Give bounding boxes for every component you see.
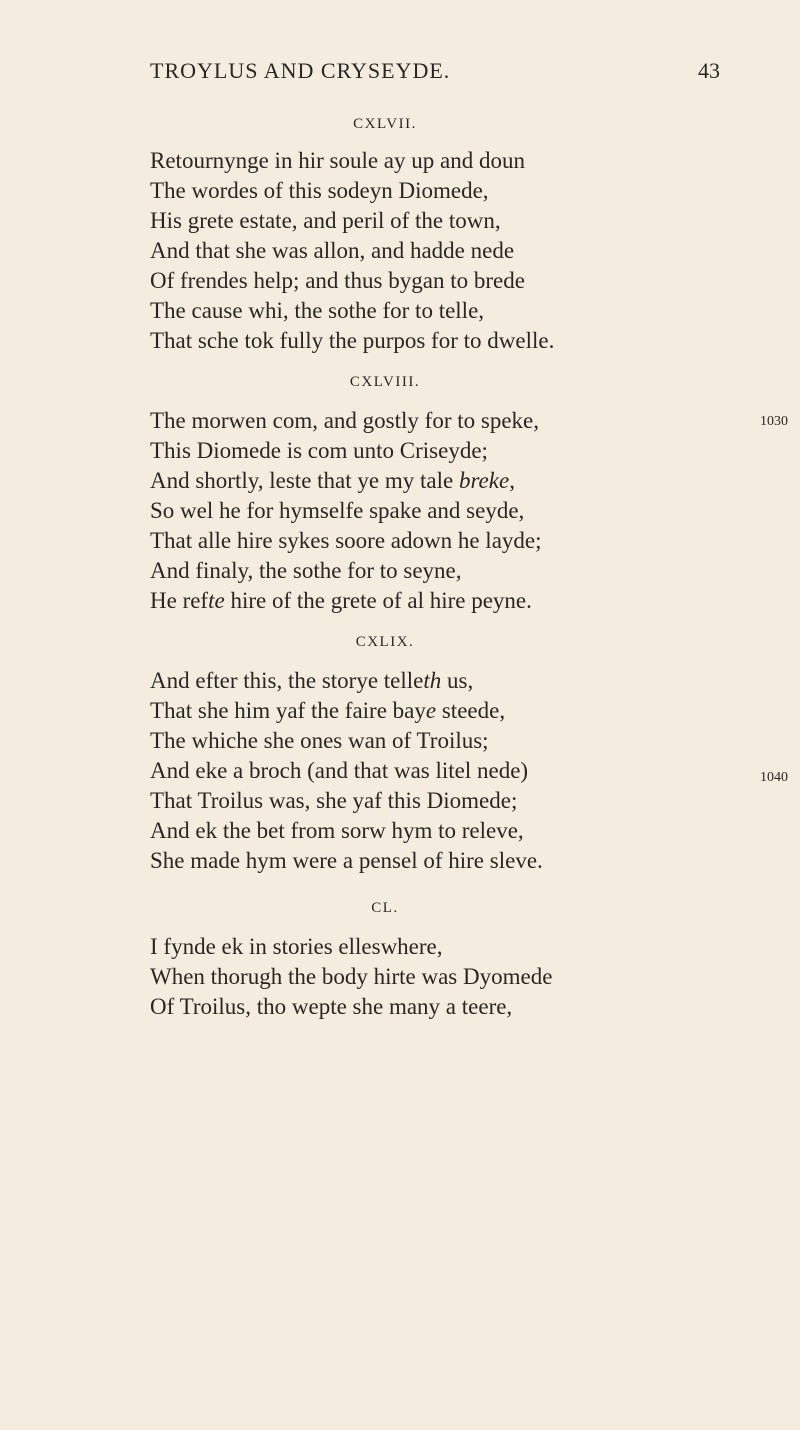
verse-line: That she him yaf the faire baye steede, <box>150 698 506 723</box>
verse-line: That Troilus was, she yaf this Diomede; <box>150 788 518 813</box>
verse-line: The wordes of this sodeyn Diomede, <box>150 178 489 203</box>
stanza-numeral: CL. <box>371 900 399 916</box>
verse-line: I fynde ek in stories elleswhere, <box>150 934 443 959</box>
verse-line: The whiche she ones wan of Troilus; <box>150 728 489 753</box>
stanza-text <box>150 406 750 616</box>
verse-line: He refte hire of the grete of al hire peyne. <box>150 588 532 613</box>
verse-line: And that she was allon, and hadde nede <box>150 238 515 263</box>
stanza-text <box>150 146 750 356</box>
verse-line: His grete estate, and peril of the town, <box>150 208 501 233</box>
stanza-numeral: CXLIX. <box>355 634 415 650</box>
verse-line: And finaly, the sothe for to seyne, <box>150 558 462 583</box>
verse-line: This Diomede is com unto Criseyde; <box>150 438 488 463</box>
stanza-numeral: CXLVII. <box>353 116 417 132</box>
verse-line: The morwen com, and gostly for to speke, <box>150 408 539 433</box>
verse-line: So wel he for hymselfe spake and seyde, <box>150 498 525 523</box>
verse-line: When thorugh the body hirte was Dyomede <box>150 964 553 989</box>
verse-line: Of Troilus, tho wepte she many a teere, <box>150 994 513 1019</box>
verse-line: Of frendes help; and thus bygan to brede <box>150 268 525 293</box>
verse-line: And ek the bet from sorw hym to releve, <box>150 818 524 843</box>
stanza-numeral: CXLVIII. <box>349 374 421 390</box>
verse-line: And efter this, the storye telleth us, <box>150 668 474 693</box>
running-title: TROYLUS AND CRYSEYDE. <box>150 58 451 83</box>
verse-line: She made hym were a pensel of hire sleve. <box>150 848 543 873</box>
stanza-text <box>150 932 750 1022</box>
line-number: 1030 <box>760 414 788 429</box>
page-number: 43 <box>698 58 720 83</box>
verse-line: Retournynge in hir soule ay up and doun <box>150 148 525 173</box>
line-number: 1040 <box>760 770 788 785</box>
verse-line: And shortly, leste that ye my tale breke, <box>150 468 515 493</box>
verse-line: And eke a broch (and that was litel nede) <box>150 758 529 783</box>
verse-line: The cause whi, the sothe for to telle, <box>150 298 485 323</box>
stanza-text <box>150 666 750 876</box>
running-header <box>150 58 720 98</box>
verse-line: That sche tok fully the purpos for to dwelle. <box>150 328 555 353</box>
verse-line: That alle hire sykes soore adown he layde; <box>150 528 542 553</box>
